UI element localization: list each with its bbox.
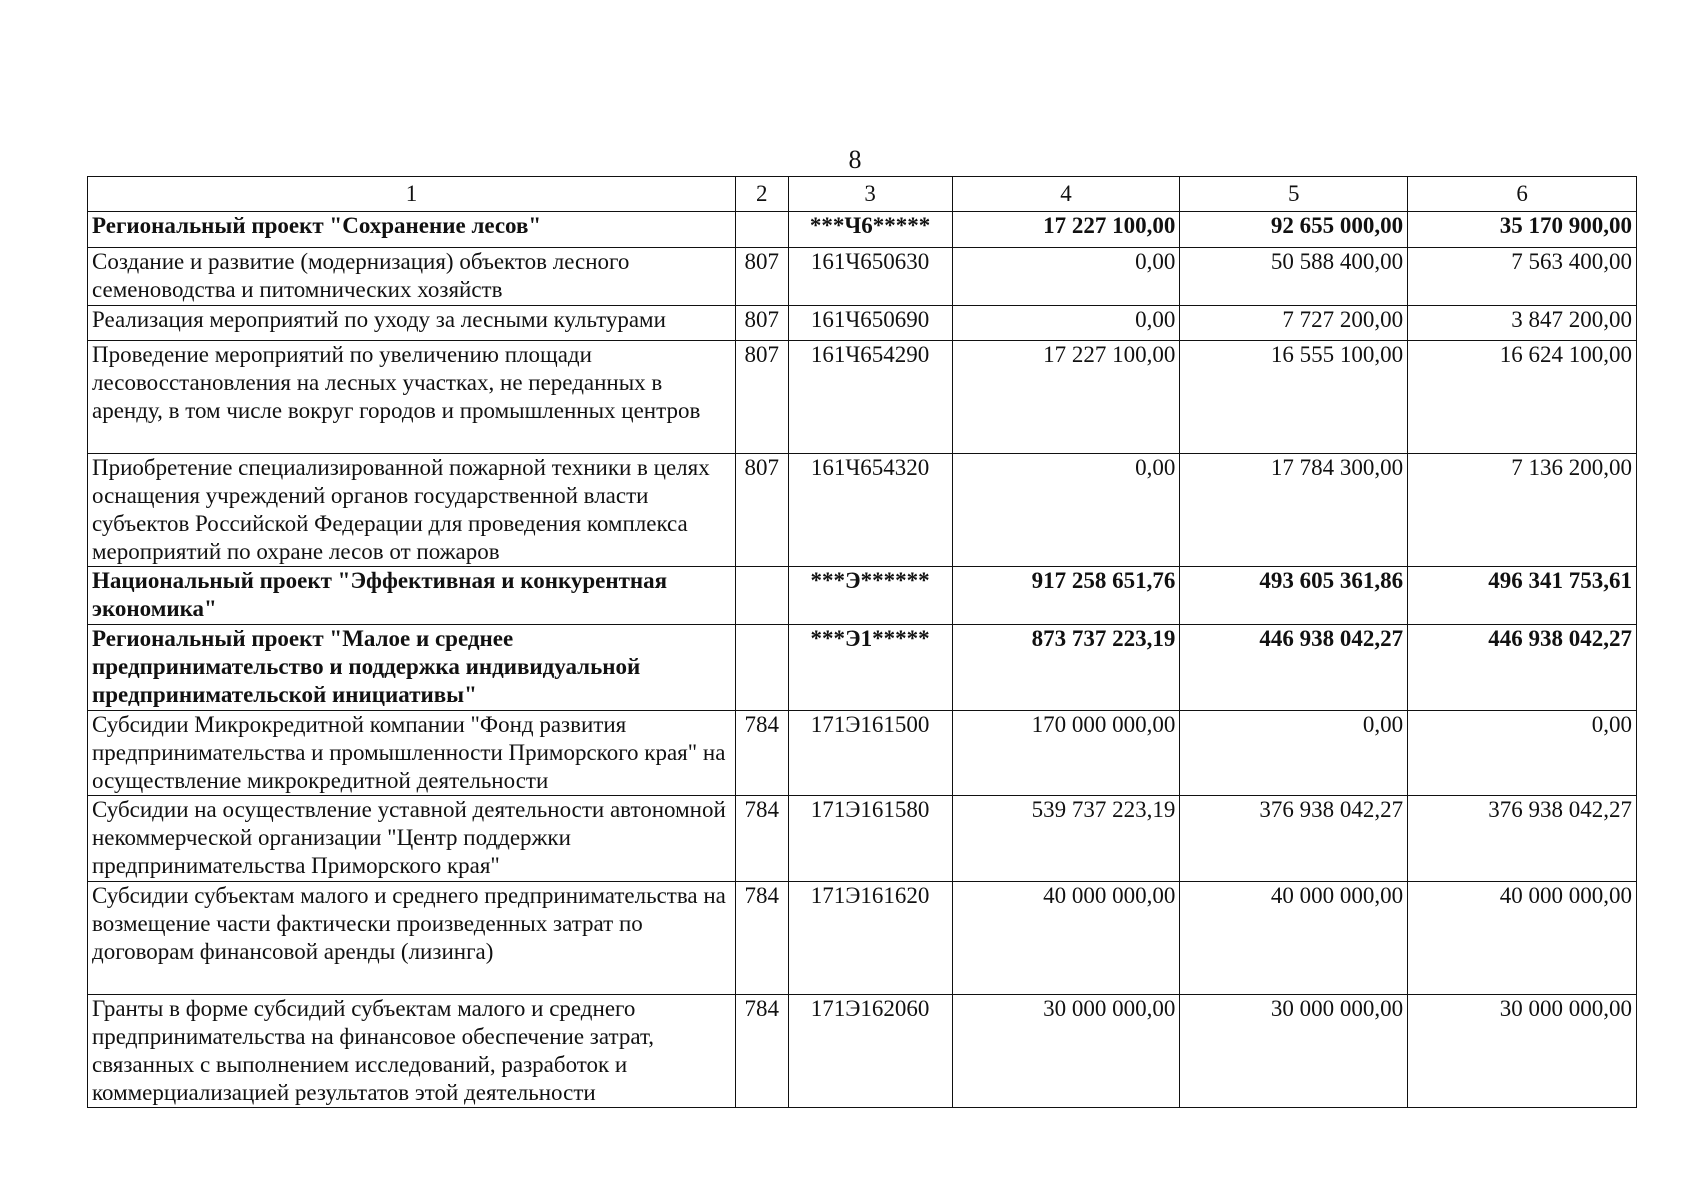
row-value-4: 0,00	[952, 248, 1180, 306]
budget-table	[87, 176, 1637, 1108]
row-value-4: 917 258 651,76	[952, 567, 1180, 625]
row-value-6: 40 000 000,00	[1408, 882, 1637, 995]
row-name: Проведение мероприятий по увеличению площади лесовосстановления на лесных участках, не переданных в аренду, в том числе вокруг городов и промышленных центров	[88, 341, 736, 454]
row-kcsr: 161Ч650690	[788, 306, 952, 341]
row-name: Субсидии на осуществление уставной деятельности автономной некоммерческой организации "Центр поддержки предпринимательства Приморского края"	[88, 796, 736, 882]
table-row	[88, 711, 1637, 796]
row-name: Приобретение специализированной пожарной техники в целях оснащения учреждений органов государственной власти субъектов Российской Федерации для проведения комплекса мероприятий по охране лесов от пожаров	[88, 454, 736, 567]
table-row	[88, 995, 1637, 1108]
row-code: 784	[735, 882, 788, 995]
row-value-6: 7 563 400,00	[1408, 248, 1637, 306]
row-name: Региональный проект "Сохранение лесов"	[88, 212, 736, 248]
row-code: 807	[735, 248, 788, 306]
row-value-6: 7 136 200,00	[1408, 454, 1637, 567]
row-value-5: 0,00	[1180, 711, 1408, 796]
table-row	[88, 882, 1637, 995]
row-value-6: 446 938 042,27	[1408, 625, 1637, 711]
page-number: 8	[848, 145, 862, 174]
row-value-5: 376 938 042,27	[1180, 796, 1408, 882]
row-value-6: 30 000 000,00	[1408, 995, 1637, 1108]
row-code	[735, 567, 788, 625]
column-header: 6	[1408, 177, 1637, 212]
row-value-4: 17 227 100,00	[952, 341, 1180, 454]
row-code: 784	[735, 796, 788, 882]
row-value-5: 446 938 042,27	[1180, 625, 1408, 711]
row-kcsr: 161Ч654290	[788, 341, 952, 454]
table-row	[88, 341, 1637, 454]
row-value-5: 17 784 300,00	[1180, 454, 1408, 567]
row-kcsr: 161Ч650630	[788, 248, 952, 306]
row-value-4: 40 000 000,00	[952, 882, 1180, 995]
row-kcsr: 161Ч654320	[788, 454, 952, 567]
row-value-4: 17 227 100,00	[952, 212, 1180, 248]
row-kcsr: ***Э1*****	[788, 625, 952, 711]
row-value-4: 0,00	[952, 306, 1180, 341]
row-code: 807	[735, 306, 788, 341]
table-row	[88, 248, 1637, 306]
row-kcsr: 171Э162060	[788, 995, 952, 1108]
column-header: 5	[1180, 177, 1408, 212]
row-value-5: 493 605 361,86	[1180, 567, 1408, 625]
row-kcsr: ***Ч6*****	[788, 212, 952, 248]
row-value-4: 30 000 000,00	[952, 995, 1180, 1108]
column-header: 4	[952, 177, 1180, 212]
table-row	[88, 212, 1637, 248]
row-name: Субсидии субъектам малого и среднего предпринимательства на возмещение части фактически произведенных затрат по договорам финансовой аренды (лизинга)	[88, 882, 736, 995]
row-kcsr: 171Э161580	[788, 796, 952, 882]
row-code: 784	[735, 711, 788, 796]
row-name: Создание и развитие (модернизация) объектов лесного семеноводства и питомнических хозяйств	[88, 248, 736, 306]
row-name: Реализация мероприятий по уходу за лесными культурами	[88, 306, 736, 341]
row-value-6: 0,00	[1408, 711, 1637, 796]
column-header: 2	[735, 177, 788, 212]
table-row	[88, 306, 1637, 341]
table-row	[88, 625, 1637, 711]
row-code: 807	[735, 341, 788, 454]
column-header: 3	[788, 177, 952, 212]
row-value-4: 0,00	[952, 454, 1180, 567]
row-value-6: 16 624 100,00	[1408, 341, 1637, 454]
row-value-5: 40 000 000,00	[1180, 882, 1408, 995]
row-code: 807	[735, 454, 788, 567]
row-kcsr: ***Э******	[788, 567, 952, 625]
row-value-4: 873 737 223,19	[952, 625, 1180, 711]
row-kcsr: 171Э161620	[788, 882, 952, 995]
row-name: Гранты в форме субсидий субъектам малого и среднего предпринимательства на финансовое обеспечение затрат, связанных с выполнением исследований, разработок и коммерциализацией результатов этой деятельности	[88, 995, 736, 1108]
row-value-5: 7 727 200,00	[1180, 306, 1408, 341]
row-name: Субсидии Микрокредитной компании "Фонд развития предпринимательства и промышленности Приморского края" на осуществление микрокредитной деятельности	[88, 711, 736, 796]
table-row	[88, 796, 1637, 882]
table-header-row	[88, 177, 1637, 212]
row-value-5: 16 555 100,00	[1180, 341, 1408, 454]
row-code	[735, 625, 788, 711]
row-value-5: 92 655 000,00	[1180, 212, 1408, 248]
row-name: Национальный проект "Эффективная и конкурентная экономика"	[88, 567, 736, 625]
row-value-4: 170 000 000,00	[952, 711, 1180, 796]
row-value-5: 50 588 400,00	[1180, 248, 1408, 306]
row-value-5: 30 000 000,00	[1180, 995, 1408, 1108]
table-row	[88, 454, 1637, 567]
table-row	[88, 567, 1637, 625]
row-value-6: 496 341 753,61	[1408, 567, 1637, 625]
row-value-6: 3 847 200,00	[1408, 306, 1637, 341]
row-kcsr: 171Э161500	[788, 711, 952, 796]
row-code: 784	[735, 995, 788, 1108]
row-value-6: 376 938 042,27	[1408, 796, 1637, 882]
row-name: Региональный проект "Малое и среднее предпринимательство и поддержка индивидуальной предпринимательской инициативы"	[88, 625, 736, 711]
row-value-4: 539 737 223,19	[952, 796, 1180, 882]
row-code	[735, 212, 788, 248]
column-header: 1	[88, 177, 736, 212]
row-value-6: 35 170 900,00	[1408, 212, 1637, 248]
